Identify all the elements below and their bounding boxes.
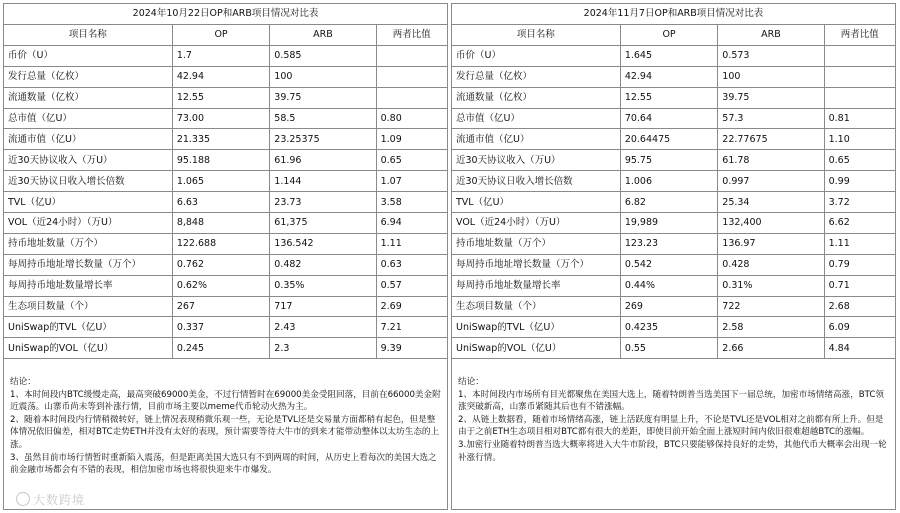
op-value: 0.337 — [172, 317, 269, 338]
op-value: 0.4235 — [620, 317, 717, 338]
conclusion-paragraph: 1、本时间段内市场所有目光都聚焦在美国大选上，随着特朗普当选美国下一届总统，加密市场情绪高涨，BTC领涨突破新高，山寨币紧随其后也有不错涨幅。 — [458, 389, 885, 413]
ratio-value — [824, 66, 895, 87]
table-row — [452, 171, 895, 192]
left-header-row — [4, 25, 447, 45]
op-value: 20.64475 — [620, 129, 717, 150]
row-label: 近30天协议收入（万U） — [452, 150, 620, 171]
row-label: UniSwap的TVL（亿U） — [4, 317, 172, 338]
right-table-body — [452, 45, 895, 358]
arb-value: 0.585 — [270, 45, 376, 66]
ratio-value — [824, 45, 895, 66]
arb-value: 132,400 — [718, 213, 824, 234]
table-row — [452, 87, 895, 108]
arb-value: 0.35% — [270, 275, 376, 296]
ratio-value — [376, 45, 447, 66]
row-label: UniSwap的VOL（亿U） — [452, 338, 620, 359]
conclusion-paragraph: 2、从链上数据看，随着市场情绪高涨，链上活跃度有明显上升，不论是TVL还是VOL相对之前都有所上升。但是由于之前ETH生态项目相对BTC都有很大的差距，即使目前开始全面上涨短时间内依旧很难超越BTC的涨幅。 — [458, 414, 884, 438]
arb-value: 22.77675 — [718, 129, 824, 150]
ratio-value: 4.84 — [824, 338, 895, 359]
arb-value: 61.96 — [270, 150, 376, 171]
op-value: 0.245 — [172, 338, 269, 359]
op-value: 12.55 — [172, 87, 269, 108]
op-value: 6.82 — [620, 192, 717, 213]
table-row — [4, 296, 447, 317]
row-label: 流通市值（亿U） — [4, 129, 172, 150]
arb-value: 0.428 — [718, 254, 824, 275]
ratio-value: 0.65 — [824, 150, 895, 171]
arb-value: 61,375 — [270, 213, 376, 234]
logo-icon — [16, 492, 30, 506]
ratio-value — [376, 66, 447, 87]
row-label: 近30天协议日收入增长倍数 — [452, 171, 620, 192]
ratio-value: 0.81 — [824, 108, 895, 129]
row-label: UniSwap的TVL（亿U） — [452, 317, 620, 338]
header-op: OP — [620, 25, 717, 45]
row-label: 发行总量（亿枚） — [4, 66, 172, 87]
row-label: 币价（U） — [4, 45, 172, 66]
conclusion-paragraph: 1、本时间段内BTC缓慢走高，最高突破69000美金，不过行情暂时在69000美金受阻回落，目前在66000美金附近震荡。山寨币尚未等到补涨行情，目前市场主要以meme代币轮动火热为主。 — [10, 389, 441, 413]
table-row — [452, 254, 895, 275]
arb-value: 717 — [270, 296, 376, 317]
ratio-value: 0.71 — [824, 275, 895, 296]
ratio-value: 0.79 — [824, 254, 895, 275]
op-value: 8,848 — [172, 213, 269, 234]
op-value: 0.62% — [172, 275, 269, 296]
op-value: 0.542 — [620, 254, 717, 275]
table-row — [4, 171, 447, 192]
table-row — [452, 129, 895, 150]
op-value: 1.645 — [620, 45, 717, 66]
arb-value: 0.482 — [270, 254, 376, 275]
arb-value: 2.43 — [270, 317, 376, 338]
table-row — [4, 192, 447, 213]
table-row — [452, 108, 895, 129]
header-project-name: 项目名称 — [452, 25, 620, 45]
op-value: 42.94 — [172, 66, 269, 87]
header-ratio: 两者比值 — [824, 25, 895, 45]
right-comparison-table — [452, 25, 895, 359]
ratio-value: 6.62 — [824, 213, 895, 234]
row-label: 生态项目数量（个） — [452, 296, 620, 317]
arb-value: 23.73 — [270, 192, 376, 213]
row-label: 流通市值（亿U） — [452, 129, 620, 150]
row-label: 每周持币地址增长数量（万个） — [452, 254, 620, 275]
ratio-value: 0.63 — [376, 254, 447, 275]
row-label: VOL（近24小时）（万U） — [452, 213, 620, 234]
ratio-value: 9.39 — [376, 338, 447, 359]
table-row — [4, 66, 447, 87]
watermark-text: 大数跨境 — [33, 493, 86, 507]
ratio-value: 1.11 — [376, 233, 447, 254]
ratio-value: 2.68 — [824, 296, 895, 317]
header-project-name: 项目名称 — [4, 25, 172, 45]
ratio-value: 1.10 — [824, 129, 895, 150]
row-label: VOL（近24小时）（万U） — [4, 213, 172, 234]
table-row — [4, 150, 447, 171]
table-row — [4, 317, 447, 338]
row-label: 每周持币地址数量增长率 — [4, 275, 172, 296]
arb-value: 2.66 — [718, 338, 824, 359]
arb-value: 100 — [270, 66, 376, 87]
conclusion-paragraph: 2、随着本时间段内行情稍微转好，链上情况表现稍微乐观一些，无论是TVL还是交易量方面都稍有起色，但是整体情况依旧偏差，相对BTC走势ETH并没有太好的表现，预计需要等待大牛市的到来才能带动整体以太坊生态的上涨。 — [10, 414, 440, 450]
op-value: 123.23 — [620, 233, 717, 254]
table-row — [452, 192, 895, 213]
header-arb: ARB — [718, 25, 824, 45]
header-ratio: 两者比值 — [376, 25, 447, 45]
row-label: 每周持币地址增长数量（万个） — [4, 254, 172, 275]
table-row — [452, 45, 895, 66]
table-row — [452, 296, 895, 317]
row-label: 每周持币地址数量增长率 — [452, 275, 620, 296]
arb-value: 0.573 — [718, 45, 824, 66]
left-table-body — [4, 45, 447, 358]
op-value: 267 — [172, 296, 269, 317]
table-row — [4, 275, 447, 296]
conclusion-heading: 结论： — [10, 377, 36, 387]
table-row — [4, 213, 447, 234]
row-label: 发行总量（亿枚） — [452, 66, 620, 87]
op-value: 6.63 — [172, 192, 269, 213]
ratio-value: 0.65 — [376, 150, 447, 171]
row-label: 流通数量（亿枚） — [4, 87, 172, 108]
ratio-value — [376, 87, 447, 108]
left-panel — [3, 3, 448, 510]
arb-value: 61.78 — [718, 150, 824, 171]
table-row — [452, 66, 895, 87]
row-label: 近30天协议日收入增长倍数 — [4, 171, 172, 192]
left-table-title: 2024年10月22日OP和ARB项目情况对比表 — [4, 4, 447, 25]
op-value: 1.006 — [620, 171, 717, 192]
op-value: 95.75 — [620, 150, 717, 171]
table-row — [452, 338, 895, 359]
op-value: 70.64 — [620, 108, 717, 129]
ratio-value: 6.09 — [824, 317, 895, 338]
arb-value: 100 — [718, 66, 824, 87]
row-label: 总市值（亿U） — [4, 108, 172, 129]
op-value: 0.44% — [620, 275, 717, 296]
arb-value: 25.34 — [718, 192, 824, 213]
row-label: 生态项目数量（个） — [4, 296, 172, 317]
header-arb: ARB — [270, 25, 376, 45]
table-row — [4, 338, 447, 359]
arb-value: 136.97 — [718, 233, 824, 254]
arb-value: 0.31% — [718, 275, 824, 296]
right-panel — [451, 3, 896, 510]
ratio-value: 7.21 — [376, 317, 447, 338]
ratio-value: 3.58 — [376, 192, 447, 213]
ratio-value: 1.11 — [824, 233, 895, 254]
table-row — [452, 213, 895, 234]
arb-value: 39.75 — [718, 87, 824, 108]
op-value: 21.335 — [172, 129, 269, 150]
row-label: 近30天协议收入（万U） — [4, 150, 172, 171]
watermark — [16, 491, 85, 508]
ratio-value: 2.69 — [376, 296, 447, 317]
row-label: TVL（亿U） — [4, 192, 172, 213]
arb-value: 23.25375 — [270, 129, 376, 150]
ratio-value — [824, 87, 895, 108]
row-label: 流通数量（亿枚） — [452, 87, 620, 108]
op-value: 0.55 — [620, 338, 717, 359]
ratio-value: 0.99 — [824, 171, 895, 192]
ratio-value: 0.57 — [376, 275, 447, 296]
right-conclusion — [458, 376, 889, 464]
conclusion-paragraph: 3.加密行业随着特朗普当选大概率将进入大牛市阶段，BTC只要能够保持良好的走势，其他代币大概率会出现一轮补涨行情。 — [458, 439, 887, 463]
table-row — [4, 87, 447, 108]
table-row — [4, 233, 447, 254]
right-header-row — [452, 25, 895, 45]
row-label: TVL（亿U） — [452, 192, 620, 213]
ratio-value: 1.09 — [376, 129, 447, 150]
arb-value: 2.58 — [718, 317, 824, 338]
arb-value: 39.75 — [270, 87, 376, 108]
ratio-value: 0.80 — [376, 108, 447, 129]
table-row — [4, 45, 447, 66]
table-row — [4, 129, 447, 150]
arb-value: 136.542 — [270, 233, 376, 254]
op-value: 12.55 — [620, 87, 717, 108]
table-row — [4, 254, 447, 275]
op-value: 73.00 — [172, 108, 269, 129]
row-label: 持币地址数量（万个） — [452, 233, 620, 254]
ratio-value: 6.94 — [376, 213, 447, 234]
row-label: UniSwap的VOL（亿U） — [4, 338, 172, 359]
arb-value: 58.5 — [270, 108, 376, 129]
row-label: 总市值（亿U） — [452, 108, 620, 129]
header-op: OP — [172, 25, 269, 45]
table-row — [452, 317, 895, 338]
row-label: 币价（U） — [452, 45, 620, 66]
arb-value: 57.3 — [718, 108, 824, 129]
op-value: 269 — [620, 296, 717, 317]
table-row — [4, 108, 447, 129]
op-value: 19,989 — [620, 213, 717, 234]
op-value: 42.94 — [620, 66, 717, 87]
ratio-value: 3.72 — [824, 192, 895, 213]
conclusion-heading: 结论： — [458, 377, 484, 387]
op-value: 0.762 — [172, 254, 269, 275]
arb-value: 2.3 — [270, 338, 376, 359]
conclusion-paragraph: 3、虽然目前市场行情暂时重新陷入震荡，但是距离美国大选只有不到两周的时间，从历史上看每次的美国大选之前金融市场都会有不错的表现，相信加密市场也将很快迎来牛市爆发。 — [10, 452, 437, 476]
op-value: 122.688 — [172, 233, 269, 254]
table-row — [452, 233, 895, 254]
table-row — [452, 150, 895, 171]
arb-value: 722 — [718, 296, 824, 317]
op-value: 1.7 — [172, 45, 269, 66]
arb-value: 0.997 — [718, 171, 824, 192]
right-table-title: 2024年11月7日OP和ARB项目情况对比表 — [452, 4, 895, 25]
op-value: 95.188 — [172, 150, 269, 171]
row-label: 持币地址数量（万个） — [4, 233, 172, 254]
op-value: 1.065 — [172, 171, 269, 192]
arb-value: 1.144 — [270, 171, 376, 192]
left-conclusion — [10, 376, 441, 477]
ratio-value: 1.07 — [376, 171, 447, 192]
table-row — [452, 275, 895, 296]
left-comparison-table — [4, 25, 447, 359]
